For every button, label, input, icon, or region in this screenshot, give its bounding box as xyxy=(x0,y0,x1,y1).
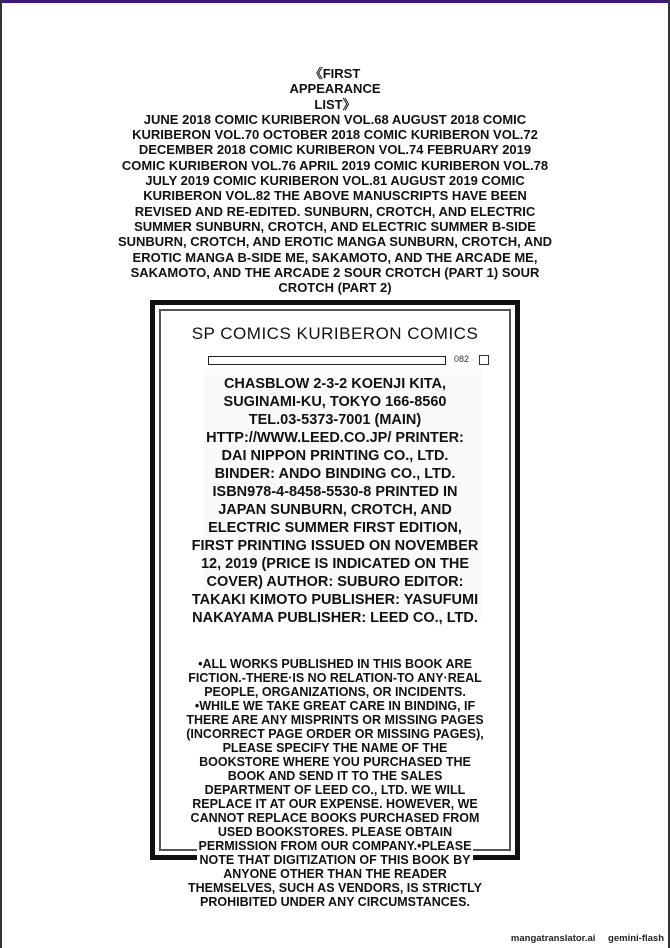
text-line xyxy=(0,537,670,555)
line-text: SUNBURN, CROTCH, AND EROTIC MANGA SUNBURN, CROTCH, AND xyxy=(117,234,553,250)
text-line xyxy=(0,609,670,627)
colophon-bar xyxy=(208,356,446,365)
line-text: SUMMER SUNBURN, CROTCH, AND ELECTRIC SUMMER B-SIDE xyxy=(134,218,536,234)
text-line xyxy=(0,265,670,280)
line-text: 12, 2019 (PRICE IS INDICATED ON THE xyxy=(200,556,470,572)
line-text: LIST》 xyxy=(314,96,356,112)
line-text: •WHILE WE TAKE GREAT CARE IN BINDING, IF xyxy=(194,699,476,713)
text-line xyxy=(0,881,670,895)
text-line xyxy=(0,741,670,755)
text-line xyxy=(0,375,670,393)
text-line xyxy=(0,519,670,537)
text-line xyxy=(0,573,670,591)
line-text: REPLACE IT AT OUR EXPENSE. HOWEVER, WE xyxy=(192,797,478,811)
line-text: NAKAYAMA PUBLISHER: LEED CO., LTD. xyxy=(192,610,478,626)
text-line xyxy=(0,483,670,501)
line-text: PROHIBITED UNDER ANY CIRCUMSTANCES. xyxy=(200,895,470,909)
square-mark xyxy=(479,355,489,365)
line-text: KURIBERON VOL.82 THE ABOVE MANUSCRIPTS HAVE BEEN xyxy=(143,188,527,204)
text-line xyxy=(0,755,670,769)
line-text: COMIC KURIBERON VOL.76 APRIL 2019 COMIC KURIBERON VOL.78 xyxy=(121,157,549,173)
text-line xyxy=(0,839,670,853)
text-line xyxy=(0,783,670,797)
line-text: ELECTRIC SUMMER FIRST EDITION, xyxy=(208,520,462,536)
line-text: PEOPLE, ORGANIZATIONS, OR INCIDENTS. xyxy=(204,685,466,699)
text-line xyxy=(0,727,670,741)
text-line xyxy=(0,81,670,96)
text-line xyxy=(0,713,670,727)
line-text: SAKAMOTO, AND THE ARCADE 2 SOUR CROTCH (PART 1) SOUR xyxy=(130,264,540,280)
top-bar xyxy=(0,0,670,3)
line-text: HTTP://WWW.LEED.CO.JP/ PRINTER: xyxy=(206,430,464,446)
text-line xyxy=(0,173,670,188)
text-line xyxy=(0,699,670,713)
line-text: NOTE THAT DIGITIZATION OF THIS BOOK BY xyxy=(199,853,471,867)
colophon-text xyxy=(0,375,670,627)
line-text: CHASBLOW 2-3-2 KOENJI KITA, xyxy=(223,376,447,392)
line-text: DEPARTMENT OF LEED CO., LTD. WE WILL xyxy=(204,783,466,797)
colophon-title: SP COMICS KURIBERON COMICS xyxy=(191,324,479,343)
text-line xyxy=(0,825,670,839)
line-text: PERMISSION FROM OUR COMPANY.•PLEASE xyxy=(198,839,472,853)
line-text: FIRST PRINTING ISSUED ON NOVEMBER xyxy=(191,538,479,554)
line-text: USED BOOKSTORES. PLEASE OBTAIN xyxy=(217,825,453,839)
text-line xyxy=(0,204,670,219)
line-text: JULY 2019 COMIC KURIBERON VOL.81 AUGUST 2019 COMIC xyxy=(145,173,525,189)
page-number: 082 xyxy=(454,354,470,364)
text-line xyxy=(0,411,670,429)
text-line xyxy=(0,158,670,173)
line-text: •ALL WORKS PUBLISHED IN THIS BOOK ARE xyxy=(198,657,472,671)
text-line xyxy=(0,671,670,685)
text-line xyxy=(0,465,670,483)
line-text: REVISED AND RE-EDITED. SUNBURN, CROTCH, AND ELECTRIC xyxy=(134,203,536,219)
notice-text xyxy=(0,657,670,909)
text-line xyxy=(0,685,670,699)
first-appearance-list xyxy=(0,66,670,295)
line-text: THERE ARE ANY MISPRINTS OR MISSING PAGES xyxy=(186,713,484,727)
line-text: (INCORRECT PAGE ORDER OR MISSING PAGES), xyxy=(186,727,484,741)
text-line xyxy=(0,769,670,783)
line-text: PLEASE SPECIFY THE NAME OF THE xyxy=(222,741,448,755)
text-line xyxy=(0,811,670,825)
text-line xyxy=(0,867,670,881)
text-line xyxy=(0,234,670,249)
text-line xyxy=(0,797,670,811)
line-text: EROTIC MANGA B-SIDE ME, SAKAMOTO, AND THE ARCADE ME, xyxy=(132,249,538,265)
line-text: TAKAKI KIMOTO PUBLISHER: YASUFUMI xyxy=(191,592,479,608)
line-text: DAI NIPPON PRINTING CO., LTD. xyxy=(221,448,449,464)
line-text: FICTION.-THERE·IS NO RELATION-TO ANY·REAL xyxy=(188,671,482,685)
line-text: ANYONE OTHER THAN THE READER xyxy=(223,867,447,881)
line-text: SUGINAMI-KU, TOKYO 166-8560 xyxy=(223,394,447,410)
line-text: TEL.03-5373-7001 (MAIN) xyxy=(248,412,422,428)
text-line xyxy=(0,657,670,671)
text-line xyxy=(0,66,670,81)
text-line xyxy=(0,280,670,295)
line-text: 《FIRST xyxy=(309,66,361,81)
line-text: COVER) AUTHOR: SUBURO EDITOR: xyxy=(206,574,464,590)
line-text: JUNE 2018 COMIC KURIBERON VOL.68 AUGUST 2018 COMIC xyxy=(143,111,527,127)
watermark-site: mangatranslator.ai xyxy=(510,933,596,944)
line-text: KURIBERON VOL.70 OCTOBER 2018 COMIC KURIBERON VOL.72 xyxy=(132,127,538,143)
text-line xyxy=(0,591,670,609)
line-text: DECEMBER 2018 COMIC KURIBERON VOL.74 FEBRUARY 2019 xyxy=(138,142,532,158)
text-line xyxy=(0,429,670,447)
text-line xyxy=(0,112,670,127)
watermark-model: gemini-flash xyxy=(608,933,664,944)
line-text: THEMSELVES, SUCH AS VENDORS, IS STRICTLY xyxy=(187,881,483,895)
line-text: CANNOT REPLACE BOOKS PURCHASED FROM xyxy=(190,811,480,825)
text-line xyxy=(0,250,670,265)
text-line xyxy=(0,447,670,465)
text-line xyxy=(0,555,670,573)
text-line xyxy=(0,142,670,157)
text-line xyxy=(0,895,670,909)
line-text: JAPAN SUNBURN, CROTCH, AND xyxy=(218,502,452,518)
text-line xyxy=(0,188,670,203)
watermark xyxy=(501,933,664,944)
text-line xyxy=(0,97,670,112)
text-line xyxy=(0,127,670,142)
line-text: APPEARANCE xyxy=(289,81,381,97)
line-text: BOOKSTORE WHERE YOU PURCHASED THE xyxy=(199,755,471,769)
text-line xyxy=(0,219,670,234)
text-line xyxy=(0,501,670,519)
text-line xyxy=(0,853,670,867)
text-line xyxy=(0,393,670,411)
line-text: BINDER: ANDO BINDING CO., LTD. xyxy=(214,466,456,482)
line-text: BOOK AND SEND IT TO THE SALES xyxy=(227,769,443,783)
line-text: CROTCH (PART 2) xyxy=(278,280,392,296)
line-text: ISBN978-4-8458-5530-8 PRINTED IN xyxy=(212,484,458,500)
